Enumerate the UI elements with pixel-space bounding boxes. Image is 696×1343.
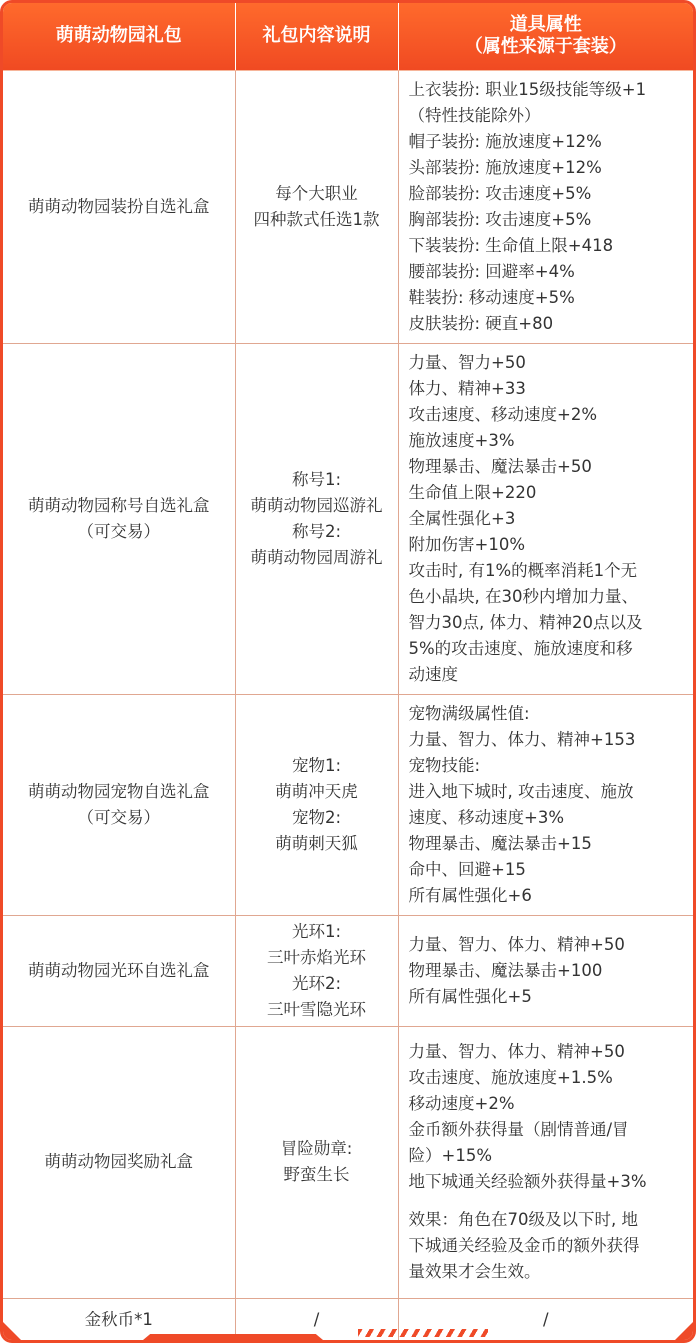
attribute-line: 力量、智力、体力、精神+50 bbox=[408, 1042, 625, 1061]
bottom-decor-tab bbox=[143, 1334, 323, 1340]
attribute-line: 体力、精神+33 bbox=[408, 378, 526, 398]
attribute-line: 所有属性强化+6 bbox=[408, 885, 532, 905]
attribute-line: 全属性强化+3 bbox=[408, 508, 516, 528]
gift-name: 萌萌动物园宠物自选礼盒 bbox=[28, 781, 210, 801]
table-row-gold-coin bbox=[3, 1298, 693, 1342]
attributes-cell bbox=[398, 343, 693, 694]
table-row-reward-box bbox=[3, 1026, 693, 1298]
gift-name: 萌萌动物园光环自选礼盒 bbox=[28, 960, 210, 980]
header-content-description: 礼包内容说明 bbox=[235, 3, 398, 70]
content-line: 每个大职业 bbox=[275, 183, 358, 203]
effect-line: 效果：角色在70级及以下时, 地 bbox=[408, 1210, 638, 1229]
attribute-line: 力量、智力、体力、精神+153 bbox=[408, 729, 636, 749]
attribute-line: / bbox=[542, 1310, 549, 1330]
attribute-line: 攻击时, 有1%的概率消耗1个无 bbox=[408, 560, 638, 580]
gift-tradable-note: （可交易） bbox=[77, 521, 160, 541]
attribute-line: 脸部装扮: 攻击速度+5% bbox=[408, 183, 592, 203]
gift-name-cell bbox=[3, 1026, 235, 1298]
attribute-line: 5%的攻击速度、施放速度和移 bbox=[408, 638, 633, 658]
gift-name: 萌萌动物园称号自选礼盒 bbox=[28, 495, 210, 515]
attribute-line: 下装装扮: 生命值上限+418 bbox=[408, 235, 614, 255]
gift-name: 萌萌动物园装扮自选礼盒 bbox=[28, 196, 210, 216]
attribute-line: 地下城通关经验额外获得量+3% bbox=[408, 1172, 647, 1191]
header-item-attributes bbox=[398, 3, 693, 70]
attribute-line: 速度、移动速度+3% bbox=[408, 807, 565, 827]
table-row-outfit-box bbox=[3, 70, 693, 343]
content-cell bbox=[235, 915, 398, 1026]
content-cell bbox=[235, 694, 398, 915]
attribute-line: 皮肤装扮: 硬直+80 bbox=[408, 313, 554, 333]
gift-name-cell bbox=[3, 70, 235, 343]
table-row-title-box bbox=[3, 343, 693, 694]
table-header bbox=[3, 3, 693, 70]
content-line: 萌萌冲天虎 bbox=[275, 781, 358, 801]
attribute-line: 鞋装扮: 移动速度+5% bbox=[408, 287, 575, 307]
attribute-line: 命中、回避+15 bbox=[408, 859, 526, 879]
content-line: 萌萌刺天狐 bbox=[275, 833, 358, 853]
header-attributes-note: （属性来源于套装） bbox=[464, 36, 627, 58]
attribute-line: 移动速度+2% bbox=[408, 1094, 515, 1113]
content-line: 宠物2: bbox=[291, 807, 342, 827]
content-line: 四种款式任选1款 bbox=[253, 209, 380, 229]
attribute-line: 险）+15% bbox=[408, 1146, 492, 1165]
content-cell bbox=[235, 70, 398, 343]
table-body bbox=[3, 70, 693, 1342]
attribute-line: 施放速度+3% bbox=[408, 430, 515, 450]
attribute-line: 色小晶块, 在30秒内增加力量、 bbox=[408, 586, 638, 606]
content-line: 野蛮生长 bbox=[283, 1165, 350, 1184]
attribute-line: 力量、智力、体力、精神+50 bbox=[408, 934, 625, 954]
attribute-line: 上衣装扮: 职业15级技能等级+1 bbox=[408, 79, 647, 99]
gift-name-cell bbox=[3, 915, 235, 1026]
bottom-decor-stripes bbox=[358, 1329, 488, 1337]
attribute-line: 金币额外获得量（剧情普通/冒 bbox=[408, 1120, 629, 1139]
attribute-line: 智力30点, 体力、精神20点以及 bbox=[408, 612, 643, 632]
attributes-cell bbox=[398, 70, 693, 343]
attribute-line: 宠物技能: bbox=[408, 755, 481, 775]
attribute-line: 物理暴击、魔法暴击+50 bbox=[408, 456, 592, 476]
attribute-line: 物理暴击、魔法暴击+100 bbox=[408, 960, 603, 980]
attribute-line: 所有属性强化+5 bbox=[408, 986, 532, 1006]
attribute-line: 攻击速度、移动速度+2% bbox=[408, 404, 598, 424]
content-line: 称号1: bbox=[291, 469, 342, 489]
content-line: 光环2: bbox=[291, 973, 342, 993]
content-cell bbox=[235, 1026, 398, 1298]
attribute-line: 附加伤害+10% bbox=[408, 534, 525, 554]
header-attributes-title: 道具属性 bbox=[509, 14, 582, 36]
attribute-spacer bbox=[409, 1195, 688, 1207]
attribute-line: （特性技能除外） bbox=[408, 105, 541, 125]
attributes-cell bbox=[398, 1026, 693, 1298]
attribute-line: 宠物满级属性值: bbox=[408, 703, 530, 723]
content-line: 三叶雪隐光环 bbox=[267, 999, 366, 1019]
attribute-line: 力量、智力+50 bbox=[408, 352, 526, 372]
effect-line: 量效果才会生效。 bbox=[408, 1262, 541, 1281]
header-row bbox=[3, 3, 693, 70]
attribute-line: 进入地下城时, 攻击速度、施放 bbox=[408, 781, 634, 801]
content-cell bbox=[235, 343, 398, 694]
attribute-line: 动速度 bbox=[408, 664, 458, 684]
attribute-line: 胸部装扮: 攻击速度+5% bbox=[408, 209, 592, 229]
gift-name: 萌萌动物园奖励礼盒 bbox=[44, 1152, 193, 1171]
content-line: 宠物1: bbox=[291, 755, 342, 775]
attribute-line: 物理暴击、魔法暴击+15 bbox=[408, 833, 592, 853]
attribute-line: 腰部装扮: 回避率+4% bbox=[408, 261, 575, 281]
table-row-aura-box bbox=[3, 915, 693, 1026]
gift-name-cell bbox=[3, 343, 235, 694]
attribute-line: 头部装扮: 施放速度+12% bbox=[408, 157, 602, 177]
content-line: 萌萌动物园巡游礼 bbox=[250, 495, 383, 515]
content-line: 三叶赤焰光环 bbox=[267, 947, 366, 967]
content-line: 冒险勋章: bbox=[280, 1139, 353, 1158]
attribute-line: 生命值上限+220 bbox=[408, 482, 537, 502]
gift-tradable-note: （可交易） bbox=[77, 807, 160, 827]
content-line: / bbox=[313, 1310, 320, 1330]
attribute-line: 攻击速度、施放速度+1.5% bbox=[408, 1068, 613, 1087]
effect-line: 下城通关经验及金币的额外获得 bbox=[408, 1236, 640, 1255]
gift-name: 金秋币*1 bbox=[84, 1310, 153, 1330]
gift-pack-table bbox=[3, 3, 693, 1342]
table-row-pet-box bbox=[3, 694, 693, 915]
attributes-cell bbox=[398, 694, 693, 915]
gift-name-cell bbox=[3, 694, 235, 915]
header-gift-pack: 萌萌动物园礼包 bbox=[3, 3, 235, 70]
content-line: 萌萌动物园周游礼 bbox=[250, 547, 383, 567]
attributes-cell bbox=[398, 915, 693, 1026]
content-line: 称号2: bbox=[291, 521, 342, 541]
content-line: 光环1: bbox=[291, 921, 342, 941]
attribute-line: 帽子装扮: 施放速度+12% bbox=[408, 131, 602, 151]
